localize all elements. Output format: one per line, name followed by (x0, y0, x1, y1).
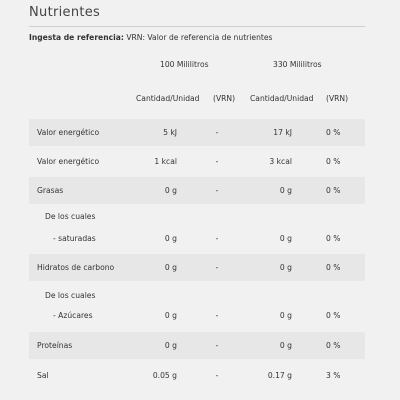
nutrient-name: - Azúcares (53, 311, 93, 320)
nutrient-name: Sal (37, 371, 49, 380)
cell-v100: 0.05 g (152, 371, 177, 380)
cell-v100: 0 g (164, 186, 177, 195)
cell-vrn330: 0 % (326, 157, 341, 166)
column-header-vrn-100: (VRN) (213, 94, 236, 103)
cell-v330: 0 g (279, 234, 292, 243)
cell-vrn100: - (215, 263, 219, 272)
cell-vrn100: - (215, 128, 219, 137)
column-header-quantity-330: Cantidad/Unidad (250, 94, 314, 103)
nutrient-name: Valor energético (37, 157, 100, 166)
cell-v330: 3 kcal (269, 157, 292, 166)
cell-vrn100: - (215, 311, 219, 320)
cell-vrn330: 0 % (326, 234, 341, 243)
volume-header-330ml: 330 Mililitros (273, 60, 322, 69)
reference-note (29, 33, 273, 42)
cell-vrn330: 0 % (326, 186, 341, 195)
cell-v330: 0 g (279, 341, 292, 350)
row-background (29, 177, 365, 204)
cell-vrn330: 0 % (326, 311, 341, 320)
cell-vrn100: - (215, 186, 219, 195)
cell-vrn100: - (215, 371, 219, 380)
reference-label: Ingesta de referencia: (29, 33, 124, 42)
nutrient-name: Grasas (37, 186, 64, 195)
cell-v330: 0 g (279, 311, 292, 320)
nutrient-name: Proteínas (37, 341, 73, 350)
section-title: Nutrientes (29, 5, 101, 20)
nutrient-name: Hidratos de carbono (37, 263, 115, 272)
cell-v330: 17 kJ (273, 128, 292, 137)
cell-v100: 0 g (164, 234, 177, 243)
volume-header-100ml: 100 Mililitros (160, 60, 209, 69)
reference-text: VRN: Valor de referencia de nutrientes (126, 33, 273, 42)
cell-v100: 0 g (164, 263, 177, 272)
cell-v330: 0 g (279, 186, 292, 195)
row-background (29, 332, 365, 359)
nutrient-name: - saturadas (53, 234, 96, 243)
cell-vrn100: - (215, 341, 219, 350)
column-header-quantity-100: Cantidad/Unidad (136, 94, 200, 103)
nutrient-name: De los cuales (45, 212, 96, 221)
nutrient-name: De los cuales (45, 291, 96, 300)
column-header-vrn-330: (VRN) (326, 94, 349, 103)
cell-v100: 0 g (164, 311, 177, 320)
cell-vrn330: 0 % (326, 128, 341, 137)
cell-v100: 0 g (164, 341, 177, 350)
title-divider (29, 26, 365, 27)
cell-v330: 0.17 g (267, 371, 292, 380)
cell-vrn100: - (215, 157, 219, 166)
nutrient-name: Valor energético (37, 128, 100, 137)
cell-v330: 0 g (279, 263, 292, 272)
cell-v100: 5 kJ (163, 128, 177, 137)
cell-vrn100: - (215, 234, 219, 243)
cell-vrn330: 0 % (326, 263, 341, 272)
cell-vrn330: 3 % (326, 371, 341, 380)
cell-vrn330: 0 % (326, 341, 341, 350)
cell-v100: 1 kcal (154, 157, 177, 166)
